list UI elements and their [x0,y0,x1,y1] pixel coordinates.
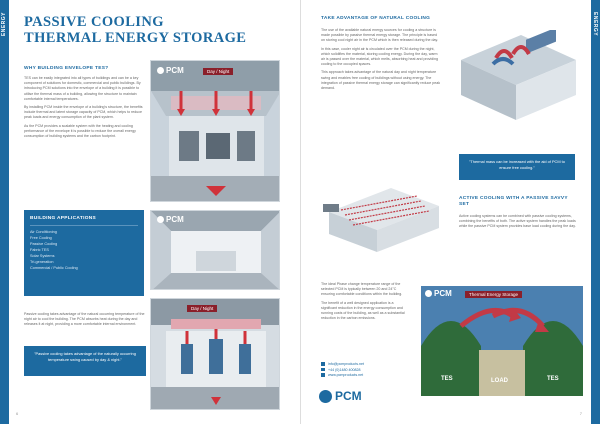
section-heading: TAKE ADVANTAGE OF NATURAL COOLING [321,16,431,21]
page-title: PASSIVE COOLING THERMAL ENERGY STORAGE [24,14,247,46]
page-number: 6 [16,411,19,416]
email-link[interactable]: info@pcmproducts.net [321,362,364,368]
bottom-text: Passive cooling takes advantage of the natural occurring temperature of the night air to cool the building. The PCM absorbs heat during the day and releases it at night, providing a more comfortable internal environment. [24,312,145,327]
office-illustration [150,60,280,202]
contact-info [321,362,364,379]
list-item: Commercial / Public Cooling [30,266,78,270]
list-item: Tri-generation [30,260,54,264]
tes-chart-illustration [421,286,583,396]
list-item: Free Cooling [30,236,52,240]
wall-section-illustration [321,182,443,258]
room-illustration [150,210,280,290]
section-heading: ACTIVE COOLING WITH A PASSIVE SAVVY SET [459,196,568,207]
chart-label: LOAD [491,378,508,384]
active-cooling-text: Active cooling systems can be combined with passive cooling systems, combining the benefits of both. The active system handles the peak loads while the passive PCM system provides base load cooling during the day. [459,214,576,229]
list-item: Fabric TES [30,248,49,252]
image-tag: Day / Night [187,305,217,312]
intro-text: TES can be easily integrated into all types of buildings and can be a key component of solutions for domestic, commercial and public buildings. By introducing PCM solutions into the envelope of a building it is possible to utilise the thermal mass of a building, allowing the structure to maintain comfortable internal temperatures. By installing PCM inside the envelope of a building's structure, the benefits include thermal and latent storage capacity of PCM, which helps to reduce peak loads and energy consumption of the plant system. As the PCM provides a scalable system with the heating and cooling performance of the envelope it is possible to reduce the overall energy consumption of building systems and the carbon footprint. [24,76,143,139]
chart-tag: Thermal Energy Storage [465,291,522,298]
pcm-brand: PCM [425,289,452,298]
phone-text: +44 (0)1480 400828 [321,368,364,374]
logo-icon [319,390,332,403]
list-item: Air Conditioning [30,230,57,234]
ventilation-scene-icon [151,299,280,410]
page-number: 7 [579,411,582,416]
side-text: The ideal Phase change temperature range of the selected PCM is typically between 20 and 24°C ensuring comfortable conditions within the building. The benefit of a well designed application is a significant reduction in the energy consumption and running costs of the building, as well as a substantial reduction in the carbon emissions. [321,282,405,321]
list-item: Passive Cooling [30,242,58,246]
image-tag: Day / Night [203,68,233,75]
natural-cooling-text: The use of the available natural energy sources for cooling a structure is made possible by passive thermal energy storage. The principle is based on storing cool night air in the PCM which is then released during the day. In this case, cooler night air is circulated over the PCM during the night, which solidifies the material, storing cooling energy. During the day, warm air is passed over the material, which melts, absorbing heat and providing cooling to the occupied spaces. This approach takes advantage of the natural day and night temperature swing and enables free cooling of buildings without using energy. The integration of passive thermal energy storage can significantly reduce peak demand. [321,28,441,91]
pcm-logo: PCM [319,388,362,404]
chart-label: TES [547,376,559,382]
isometric-room-illustration [451,30,583,126]
web-link[interactable]: www.pcmproducts.net [321,373,364,379]
pcm-brand: PCM [157,66,184,75]
wall-section-icon [321,182,443,258]
pull-quote: "Thermal mass can be increased with the aid of PCM to ensure free cooling." [459,154,575,180]
section-heading: WHY BUILDING ENVELOPE TES? [24,66,109,71]
pull-quote: "Passive cooling takes advantage of the naturally occurring temperature swing caused by day & night." [24,346,146,376]
right-side-tab: ENERGY [591,0,600,424]
isometric-room-icon [451,30,583,126]
office-scene-icon [151,61,280,202]
chart-label: TES [441,376,453,382]
right-page [300,0,600,424]
list-item: Solar Systems [30,254,55,258]
building-applications-box: BUILDING APPLICATIONS Air Conditioning Free Cooling Passive Cooling Fabric TES Solar Systems Tri-generation Commercial / Public Cooling [24,210,144,296]
left-side-tab: ENERGY [0,0,9,424]
pcm-brand: PCM [157,215,184,224]
ventilation-illustration [150,298,280,410]
